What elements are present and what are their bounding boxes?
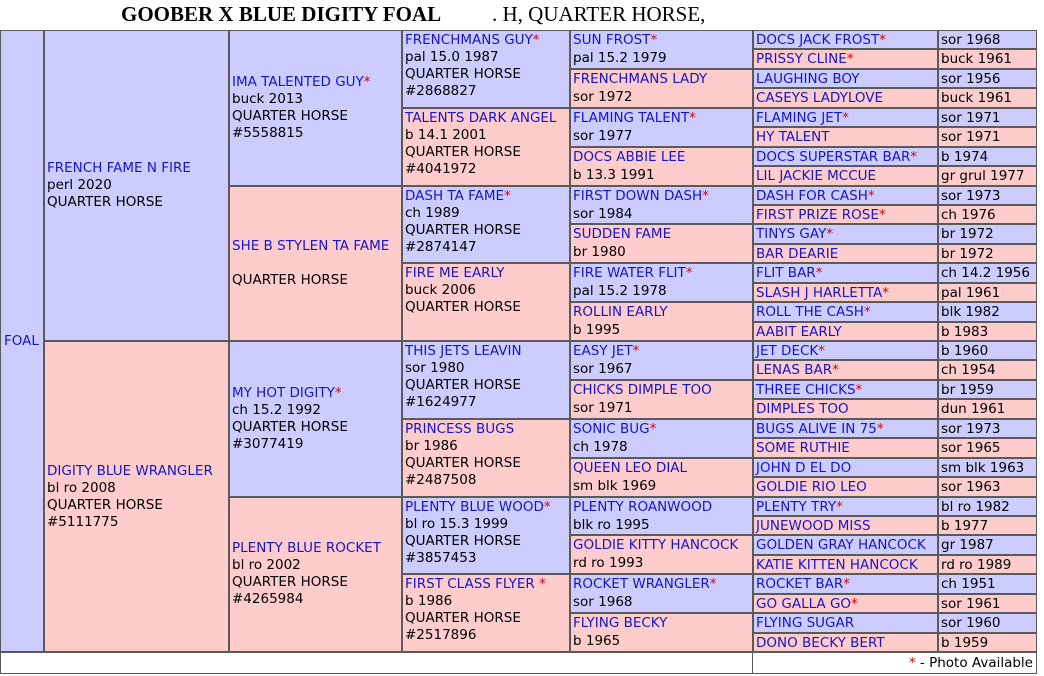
horse-name-link[interactable]: JET DECK	[756, 343, 819, 359]
grandparent-cell	[229, 497, 402, 653]
photo-star-icon: *	[836, 498, 843, 515]
great-grandparent-cell	[402, 186, 570, 264]
horse-name-link[interactable]: DIMPLES TOO	[756, 401, 849, 418]
horse-name-link[interactable]: LENAS BAR	[756, 362, 833, 379]
gen5-name-cell	[753, 341, 938, 360]
horse-detail: #4265984	[232, 591, 304, 608]
horse-name-link[interactable]: FLAMING TALENT	[573, 109, 690, 126]
photo-star-icon: *	[702, 187, 709, 204]
horse-detail: QUARTER HORSE	[232, 271, 348, 288]
gen5-name-cell	[753, 477, 938, 496]
gen5-detail-cell: dun 1961	[938, 399, 1037, 418]
horse-name-link[interactable]: ROLL THE CASH	[756, 304, 864, 321]
horse-name-link[interactable]: PLENTY ROANWOOD	[573, 498, 713, 515]
gen5-detail-cell: bl ro 1982	[938, 497, 1037, 516]
horse-detail: QUARTER HORSE	[405, 454, 521, 471]
photo-star-icon: *	[815, 265, 823, 282]
horse-name-link[interactable]: SLASH J HARLETTA	[756, 284, 883, 301]
gen5-detail-cell: ch 1951	[938, 574, 1037, 593]
horse-name-link[interactable]: BAR DEARIE	[756, 245, 839, 262]
photo-star-icon: *	[867, 187, 875, 204]
horse-detail: sor 1984	[573, 205, 633, 222]
gen5-name-cell	[753, 360, 938, 379]
horse-name-link[interactable]: DIGITY BLUE WRANGLER	[47, 462, 213, 479]
horse-detail: sor 1980	[405, 360, 465, 376]
photo-star-icon: *	[649, 420, 657, 437]
gen4-cell	[570, 108, 753, 147]
photo-star-icon: *	[876, 420, 884, 437]
horse-name-link[interactable]: DASH TA FAME	[405, 187, 505, 204]
horse-name-link[interactable]: JUNEWOOD MISS	[756, 517, 871, 534]
great-grandparent-cell	[402, 341, 570, 419]
gen5-detail-cell: ch 1976	[938, 205, 1037, 224]
horse-detail: perl 2020	[47, 177, 112, 193]
horse-detail: QUARTER HORSE	[232, 574, 348, 591]
horse-detail	[232, 255, 401, 272]
photo-star-icon: *	[908, 655, 916, 671]
gen5-name-cell	[753, 399, 938, 418]
horse-name-link[interactable]: PLENTY BLUE ROCKET	[232, 540, 381, 557]
foal-cell	[0, 30, 44, 652]
gen5-name-cell	[753, 594, 938, 613]
horse-detail: QUARTER HORSE	[405, 221, 521, 238]
gen5-detail-cell: b 1983	[938, 322, 1037, 341]
horse-detail: bl ro 2008	[47, 479, 116, 496]
horse-name-link[interactable]: GOLDEN GRAY HANCOCK	[756, 537, 926, 554]
gen4-cell	[570, 574, 753, 613]
gen5-name-cell	[753, 88, 938, 107]
photo-star-icon: *	[632, 343, 640, 359]
gen5-detail-cell: b 1974	[938, 147, 1037, 166]
horse-name-link[interactable]: SONIC BUG	[573, 420, 650, 437]
gen5-name-cell	[753, 49, 938, 68]
gen5-detail-cell: sor 1971	[938, 127, 1037, 146]
legend-text: - Photo Available	[915, 655, 1033, 671]
horse-name-link[interactable]: JOHN D EL DO	[756, 459, 852, 476]
gen5-name-cell	[753, 30, 938, 49]
horse-name-link[interactable]: FRENCHMANS LADY	[573, 70, 708, 87]
horse-detail: sor 1967	[573, 361, 633, 377]
horse-detail: QUARTER HORSE	[47, 496, 163, 513]
gen5-detail-cell: ch 1954	[938, 360, 1037, 379]
page-title	[0, 0, 1044, 30]
gen4-cell	[570, 419, 753, 458]
photo-star-icon: *	[689, 109, 696, 126]
photo-star-icon: *	[685, 265, 693, 282]
pedigree-chart	[0, 30, 1037, 674]
horse-name-link[interactable]: PLENTY BLUE WOOD	[405, 498, 544, 515]
photo-star-icon: *	[879, 32, 886, 48]
gen5-detail-cell: sor 1968	[938, 30, 1037, 49]
photo-star-icon: *	[832, 362, 839, 379]
gen5-name-cell	[753, 205, 938, 224]
horse-name-link[interactable]: GOLDIE RIO LEO	[756, 479, 867, 496]
horse-detail: pal 15.0 1987	[405, 49, 499, 65]
horse-detail: QUARTER HORSE	[47, 194, 163, 210]
horse-detail: ch 1989	[405, 204, 460, 221]
great-grandparent-cell	[402, 108, 570, 186]
horse-detail: sm blk 1969	[573, 477, 657, 494]
horse-name-link[interactable]: IMA TALENTED GUY	[232, 73, 364, 90]
gen4-cell	[570, 147, 753, 186]
page-title-main: GOOBER X BLUE DIGITY FOAL	[121, 2, 442, 26]
photo-star-icon: *	[532, 32, 540, 48]
sire-dam-cell	[44, 30, 229, 341]
gen5-detail-cell: sor 1963	[938, 477, 1037, 496]
page-title-rest: . H, QUARTER HORSE,	[492, 2, 706, 26]
horse-detail: sor 1971	[573, 399, 633, 416]
horse-detail: QUARTER HORSE	[232, 107, 348, 124]
gen5-detail-cell: sor 1960	[938, 613, 1037, 632]
horse-detail: #3077419	[232, 435, 304, 452]
horse-name-link[interactable]: THREE CHICKS	[756, 381, 856, 398]
gen5-detail-cell: gr grul 1977	[938, 166, 1037, 185]
gen4-cell	[570, 224, 753, 263]
gen4-cell	[570, 458, 753, 497]
horse-name-link[interactable]: PRINCESS BUGS	[405, 420, 515, 437]
gen5-name-cell	[753, 244, 938, 263]
gen5-detail-cell: br 1959	[938, 380, 1037, 399]
gen5-detail-cell: gr 1987	[938, 535, 1037, 554]
horse-name-link[interactable]: THIS JETS LEAVIN	[405, 343, 522, 359]
gen5-detail-cell: sor 1973	[938, 186, 1037, 205]
horse-name-link[interactable]: PRISSY CLINE	[756, 51, 847, 68]
gen5-detail-cell: b 1960	[938, 341, 1037, 360]
horse-name-link[interactable]: BUGS ALIVE IN 75	[756, 420, 877, 437]
horse-detail: ch 1978	[573, 438, 628, 455]
photo-star-icon: *	[878, 206, 886, 223]
great-grandparent-cell	[402, 419, 570, 497]
horse-detail: br 1980	[573, 244, 626, 261]
photo-star-icon: *	[842, 109, 849, 126]
gen5-detail-cell: sor 1973	[938, 419, 1037, 438]
horse-name-link[interactable]: KATIE KITTEN HANCOCK	[756, 556, 918, 573]
horse-detail: #1624977	[405, 394, 477, 410]
horse-name-link[interactable]: SUDDEN FAME	[573, 226, 672, 243]
gen5-name-cell	[753, 633, 938, 652]
horse-detail: QUARTER HORSE	[405, 143, 521, 160]
gen5-detail-cell: buck 1961	[938, 49, 1037, 68]
horse-name-link[interactable]: ROLLIN EARLY	[573, 304, 668, 321]
photo-star-icon: *	[650, 32, 658, 48]
photo-star-icon: *	[882, 284, 889, 301]
gen5-detail-cell: sor 1965	[938, 438, 1037, 457]
horse-name-link[interactable]: TINYS GAY	[756, 226, 827, 243]
gen5-name-cell	[753, 438, 938, 457]
gen4-cell	[570, 302, 753, 341]
horse-detail: b 13.3 1991	[573, 166, 655, 183]
grandparent-cell	[229, 341, 402, 497]
horse-detail: #5111775	[47, 513, 119, 530]
horse-detail: b 1995	[573, 322, 621, 339]
horse-name-link[interactable]: DONO BECKY BERT	[756, 634, 885, 651]
horse-name-link[interactable]: DOCS SUPERSTAR BAR	[756, 148, 911, 165]
gen5-name-cell	[753, 535, 938, 554]
gen5-name-cell	[753, 283, 938, 302]
horse-detail: sor 1977	[573, 127, 633, 144]
photo-legend	[752, 652, 1037, 674]
horse-detail: QUARTER HORSE	[405, 532, 521, 549]
horse-name-link[interactable]: FIRST DOWN DASH	[573, 187, 703, 204]
gen5-name-cell	[753, 127, 938, 146]
photo-star-icon: *	[843, 576, 850, 593]
horse-name-link[interactable]: DOCS ABBIE LEE	[573, 148, 686, 165]
horse-detail: sor 1972	[573, 88, 633, 105]
great-grandparent-cell	[402, 574, 570, 652]
sire-dam-cell	[44, 341, 229, 652]
horse-detail: bl ro 2002	[232, 557, 301, 574]
gen5-detail-cell: br 1972	[938, 244, 1037, 263]
gen4-cell	[570, 497, 753, 536]
horse-name-link[interactable]: AABIT EARLY	[756, 323, 842, 340]
gen5-detail-cell: br 1972	[938, 224, 1037, 243]
gen5-name-cell	[753, 302, 938, 321]
gen4-cell	[570, 263, 753, 302]
horse-name-link[interactable]: FLIT BAR	[756, 265, 816, 282]
gen5-detail-cell: b 1959	[938, 633, 1037, 652]
gen4-cell	[570, 341, 753, 380]
gen5-name-cell	[753, 497, 938, 516]
photo-star-icon: *	[851, 595, 858, 612]
horse-name-link[interactable]: FRENCH FAME N FIRE	[47, 160, 191, 176]
gen5-name-cell	[753, 419, 938, 438]
foal-name[interactable]: FOAL	[4, 332, 39, 349]
grandparent-cell	[229, 30, 402, 186]
horse-name-link[interactable]: EASY JET	[573, 343, 633, 359]
gen5-detail-cell: sm blk 1963	[938, 458, 1037, 477]
horse-name-link[interactable]: MY HOT DIGITY	[232, 384, 335, 401]
horse-detail: pal 15.2 1979	[573, 50, 667, 66]
horse-detail: b 1986	[405, 593, 453, 610]
photo-star-icon: *	[855, 381, 863, 398]
horse-detail: #3857453	[405, 549, 477, 566]
horse-detail: QUARTER HORSE	[232, 418, 348, 435]
horse-name-link[interactable]: LAUGHING BOY	[756, 70, 860, 87]
horse-name-link[interactable]: ROCKET BAR	[756, 576, 844, 593]
horse-detail: QUARTER HORSE	[405, 66, 521, 82]
horse-detail: #2487508	[405, 471, 477, 488]
photo-star-icon: *	[709, 576, 717, 593]
horse-detail: QUARTER HORSE	[405, 377, 521, 393]
gen5-name-cell	[753, 224, 938, 243]
photo-star-icon: *	[863, 304, 871, 321]
gen5-detail-cell: sor 1961	[938, 594, 1037, 613]
gen5-name-cell	[753, 166, 938, 185]
gen5-name-cell	[753, 263, 938, 282]
horse-name-link[interactable]: QUEEN LEO DIAL	[573, 459, 688, 476]
photo-star-icon: *	[504, 187, 511, 204]
horse-detail: buck 2013	[232, 90, 304, 107]
gen5-detail-cell: sor 1971	[938, 108, 1037, 127]
great-grandparent-cell	[402, 30, 570, 108]
gen5-detail-cell: ch 14.2 1956	[938, 263, 1037, 282]
photo-star-icon: *	[363, 73, 371, 90]
gen5-detail-cell: blk 1982	[938, 302, 1037, 321]
horse-name-link[interactable]: SUN FROST	[573, 32, 651, 48]
horse-detail: #2874147	[405, 238, 477, 255]
horse-detail: br 1986	[405, 437, 458, 454]
photo-star-icon: *	[826, 226, 834, 243]
horse-name-link[interactable]: GOLDIE KITTY HANCOCK	[573, 537, 739, 554]
horse-name-link[interactable]: DASH FOR CASH	[756, 187, 868, 204]
great-grandparent-cell	[402, 263, 570, 341]
horse-name-link[interactable]: PLENTY TRY	[756, 498, 837, 515]
horse-detail: buck 2006	[405, 282, 477, 299]
gen5-name-cell	[753, 574, 938, 593]
horse-detail: sor 1968	[573, 594, 633, 611]
gen5-name-cell	[753, 108, 938, 127]
gen5-name-cell	[753, 555, 938, 574]
horse-name-link[interactable]: TALENTS DARK ANGEL	[405, 109, 557, 126]
gen5-detail-cell: sor 1956	[938, 69, 1037, 88]
horse-name-link[interactable]: DOCS JACK FROST	[756, 32, 880, 48]
gen4-cell	[570, 535, 753, 574]
horse-detail: ch 15.2 1992	[232, 401, 321, 418]
horse-name-link[interactable]: GO GALLA GO	[756, 595, 852, 612]
gen5-name-cell	[753, 516, 938, 535]
horse-name-link[interactable]: FLAMING JET	[756, 109, 843, 126]
gen5-detail-cell: b 1977	[938, 516, 1037, 535]
horse-detail: bl ro 15.3 1999	[405, 515, 509, 532]
photo-star-icon: *	[334, 384, 342, 401]
horse-name-link[interactable]: SOME RUTHIE	[756, 440, 850, 457]
horse-name-link[interactable]: FIRST PRIZE ROSE	[756, 206, 879, 223]
gen5-name-cell	[753, 186, 938, 205]
horse-name-link[interactable]: FIRST CLASS FLYER	[405, 576, 540, 593]
horse-name-link[interactable]: FLYING SUGAR	[756, 615, 855, 632]
horse-name-link[interactable]: FRENCHMANS GUY	[405, 32, 533, 48]
great-grandparent-cell	[402, 497, 570, 575]
horse-detail: rd ro 1993	[573, 555, 644, 572]
gen5-detail-cell: buck 1961	[938, 88, 1037, 107]
photo-star-icon: *	[543, 498, 551, 515]
horse-name-link[interactable]: FLYING BECKY	[573, 615, 668, 632]
horse-name-link[interactable]: FIRE WATER FLIT	[573, 265, 686, 282]
grandparent-cell	[229, 186, 402, 342]
gen4-cell	[570, 613, 753, 652]
horse-detail: pal 15.2 1978	[573, 283, 667, 300]
gen4-cell	[570, 69, 753, 108]
gen5-name-cell	[753, 380, 938, 399]
horse-detail: #4041972	[405, 160, 477, 177]
horse-name-link[interactable]: CASEYS LADYLOVE	[756, 90, 884, 107]
horse-detail: QUARTER HORSE	[405, 610, 521, 627]
photo-star-icon: *	[910, 148, 918, 165]
horse-name-link[interactable]: SHE B STYLEN TA FAME	[232, 237, 390, 254]
horse-name-link[interactable]: CHICKS DIMPLE TOO	[573, 381, 712, 398]
horse-name-link[interactable]: FIRE ME EARLY	[405, 265, 505, 282]
gen5-name-cell	[753, 69, 938, 88]
gen4-cell	[570, 30, 753, 69]
horse-name-link[interactable]: ROCKET WRANGLER	[573, 576, 710, 593]
photo-star-icon: *	[846, 51, 854, 68]
horse-name-link[interactable]: LIL JACKIE MCCUE	[756, 168, 877, 185]
horse-detail: b 1965	[573, 633, 621, 650]
gen4-cell	[570, 186, 753, 225]
gen5-name-cell	[753, 613, 938, 632]
gen5-detail-cell: rd ro 1989	[938, 555, 1037, 574]
gen5-name-cell	[753, 458, 938, 477]
legend-spacer	[0, 652, 752, 674]
photo-star-icon: *	[539, 576, 546, 593]
photo-star-icon: *	[818, 343, 826, 359]
horse-detail: QUARTER HORSE	[405, 299, 521, 316]
gen5-name-cell	[753, 147, 938, 166]
gen5-detail-cell: pal 1961	[938, 283, 1037, 302]
horse-detail: b 14.1 2001	[405, 126, 487, 143]
horse-detail: #5558815	[232, 124, 304, 141]
horse-name-link[interactable]: HY TALENT	[756, 129, 830, 146]
horse-detail: #2868827	[405, 83, 477, 99]
gen4-cell	[570, 380, 753, 419]
horse-detail: blk ro 1995	[573, 516, 650, 533]
gen5-name-cell	[753, 322, 938, 341]
horse-detail: #2517896	[405, 627, 477, 644]
